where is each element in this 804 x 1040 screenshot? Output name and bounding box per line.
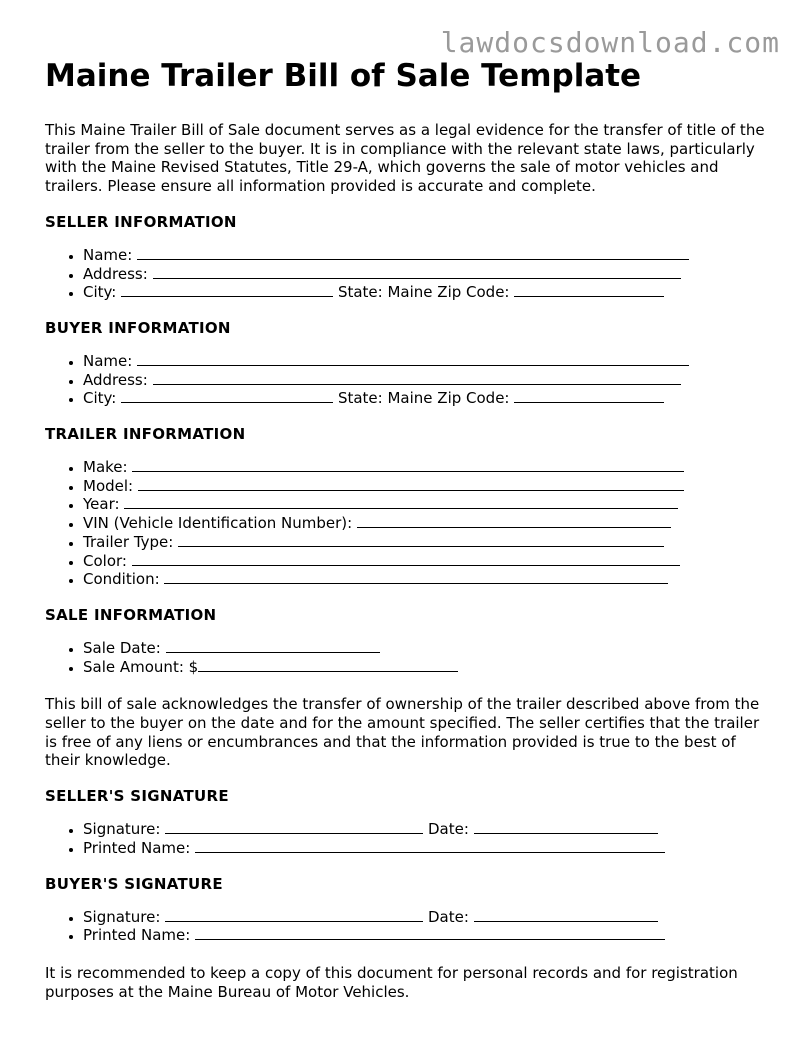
buyer-signature-field: • Signature: Date: <box>83 908 765 927</box>
buyer-signature-fields <box>45 908 765 945</box>
buyer-zip-blank[interactable] <box>514 389 664 403</box>
trailer-model-field: • Model: <box>83 477 765 496</box>
seller-city-field: • City: State: Maine Zip Code: <box>83 283 765 302</box>
trailer-year-field: • Year: <box>83 495 765 514</box>
sale-date-blank[interactable] <box>166 639 380 653</box>
watermark: lawdocsdownload.com <box>440 26 780 59</box>
buyer-signature-date-blank[interactable] <box>474 908 658 922</box>
acknowledgment-paragraph: This bill of sale acknowledges the transfer of ownership of the trailer described above from the seller to the buyer on the date and for the amount specified. The seller certifies that the trailer is free of any liens or encumbrances and that the information provided is true to the best of their knowledge. <box>45 695 760 770</box>
seller-address-blank[interactable] <box>153 265 681 279</box>
buyer-signature-blank[interactable] <box>165 908 423 922</box>
buyer-city-field: • City: State: Maine Zip Code: <box>83 389 765 408</box>
document-title: Maine Trailer Bill of Sale Template <box>45 58 642 94</box>
document <box>45 56 765 1001</box>
seller-printed-name-blank[interactable] <box>195 839 665 853</box>
trailer-type-blank[interactable] <box>178 533 664 547</box>
buyer-name-field: • Name: <box>83 352 765 371</box>
trailer-year-blank[interactable] <box>124 495 678 509</box>
sale-amount-blank[interactable] <box>198 658 458 672</box>
seller-signature-field: • Signature: Date: <box>83 820 765 839</box>
seller-signature-date-blank[interactable] <box>474 820 658 834</box>
seller-signature-blank[interactable] <box>165 820 423 834</box>
seller-name-field: • Name: <box>83 246 765 265</box>
seller-signature-fields <box>45 820 765 857</box>
trailer-model-blank[interactable] <box>138 477 684 491</box>
buyer-address-blank[interactable] <box>153 371 681 385</box>
trailer-condition-blank[interactable] <box>164 570 668 584</box>
buyer-heading: BUYER INFORMATION <box>45 318 231 337</box>
buyer-fields <box>45 352 765 408</box>
seller-address-field: • Address: <box>83 265 765 284</box>
trailer-vin-field: • VIN (Vehicle Identification Number): <box>83 514 765 533</box>
buyer-signature-heading: BUYER'S SIGNATURE <box>45 874 223 893</box>
sale-fields <box>45 639 765 676</box>
trailer-condition-field: • Condition: <box>83 570 765 589</box>
seller-printed-name-field: • Printed Name: <box>83 839 765 858</box>
buyer-address-field: • Address: <box>83 371 765 390</box>
sale-date-field: • Sale Date: <box>83 639 765 658</box>
seller-signature-heading: SELLER'S SIGNATURE <box>45 787 229 806</box>
trailer-vin-blank[interactable] <box>357 514 671 528</box>
trailer-make-field: • Make: <box>83 458 765 477</box>
buyer-city-blank[interactable] <box>121 389 333 403</box>
buyer-name-blank[interactable] <box>137 352 689 366</box>
buyer-printed-name-blank[interactable] <box>195 926 665 940</box>
trailer-color-blank[interactable] <box>132 552 680 566</box>
seller-fields <box>45 246 765 302</box>
footer-paragraph: It is recommended to keep a copy of this document for personal records and for registration purposes at the Maine Bureau of Motor Vehicles. <box>45 963 738 1001</box>
sale-heading: SALE INFORMATION <box>45 605 217 624</box>
seller-name-blank[interactable] <box>137 246 689 260</box>
seller-city-blank[interactable] <box>121 283 333 297</box>
trailer-heading: TRAILER INFORMATION <box>45 425 246 444</box>
buyer-printed-name-field: • Printed Name: <box>83 926 765 945</box>
trailer-make-blank[interactable] <box>132 458 684 472</box>
trailer-color-field: • Color: <box>83 552 765 571</box>
intro-paragraph: This Maine Trailer Bill of Sale document serves as a legal evidence for the transfer of title of the trailer from the seller to the buyer. It is in compliance with the relevant state laws, particularly with the Maine Revised Statutes, Title 29-A, which governs the sale of motor vehicles and trailers. Please ensure all information provided is accurate and complete. <box>45 121 765 196</box>
trailer-fields <box>45 458 765 589</box>
seller-zip-blank[interactable] <box>514 283 664 297</box>
sale-amount-field: • Sale Amount: $ <box>83 658 765 677</box>
trailer-type-field: • Trailer Type: <box>83 533 765 552</box>
seller-heading: SELLER INFORMATION <box>45 212 237 231</box>
